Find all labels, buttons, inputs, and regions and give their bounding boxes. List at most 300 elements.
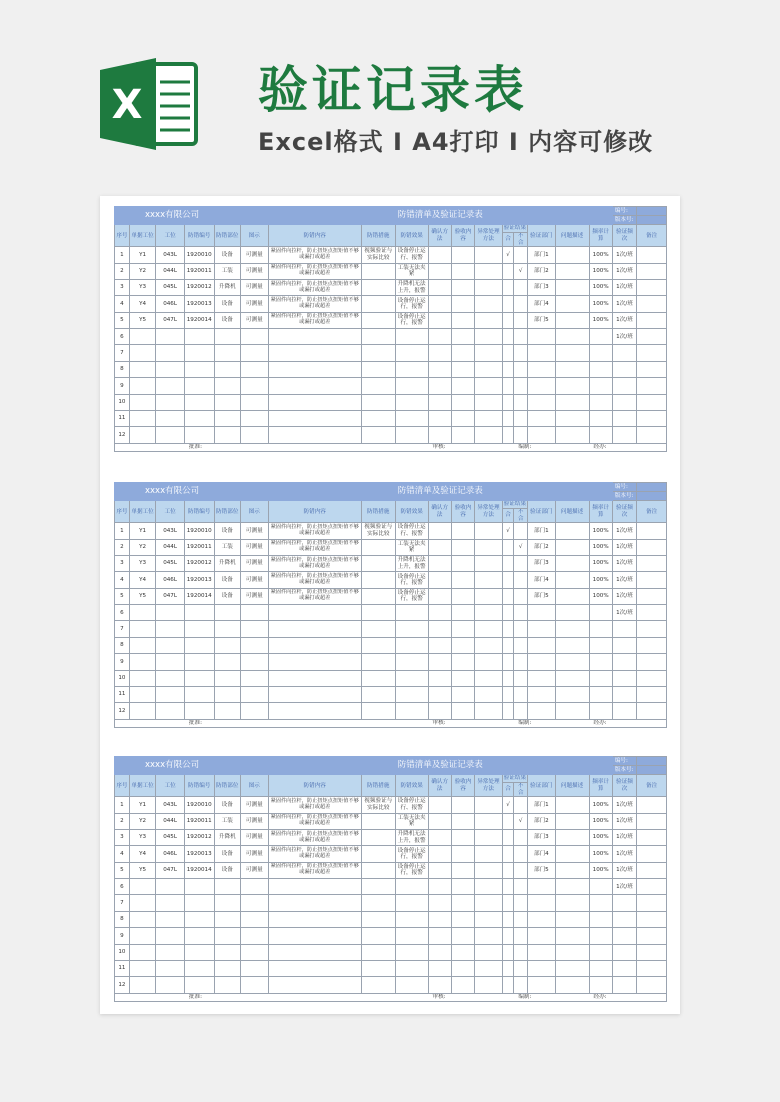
table-cell bbox=[637, 247, 667, 263]
table-cell bbox=[514, 523, 528, 539]
manager-label: 经办: bbox=[589, 719, 667, 727]
column-header: 验证结果 bbox=[503, 225, 527, 232]
table-cell bbox=[612, 928, 636, 944]
table-cell bbox=[395, 410, 428, 426]
column-header: 序号 bbox=[115, 225, 130, 247]
table-cell: 4 bbox=[115, 296, 130, 312]
table-cell: 紧固件向拉杆，防止扭矩点扭矩值不够或漏打或超差 bbox=[268, 247, 361, 263]
table-row bbox=[115, 829, 667, 845]
table-cell bbox=[528, 879, 556, 895]
table-cell bbox=[268, 670, 361, 686]
table-cell bbox=[555, 345, 589, 361]
table-cell bbox=[502, 296, 514, 312]
table-cell bbox=[637, 977, 667, 993]
table-cell bbox=[241, 605, 269, 621]
column-header: 频率计算 bbox=[589, 225, 612, 247]
table-cell: 可测量 bbox=[241, 829, 269, 845]
table-cell: 11 bbox=[115, 686, 130, 702]
table-cell bbox=[361, 829, 395, 845]
table-cell: 1次/班 bbox=[612, 329, 636, 345]
table-cell: 047L bbox=[156, 862, 185, 878]
table-cell bbox=[184, 911, 214, 927]
table-cell bbox=[637, 670, 667, 686]
table-cell: Y1 bbox=[129, 523, 155, 539]
table-cell bbox=[502, 895, 514, 911]
table-cell bbox=[451, 312, 474, 328]
table-cell bbox=[428, 394, 451, 410]
table-cell: 可测量 bbox=[241, 572, 269, 588]
table-row bbox=[115, 605, 667, 621]
table-cell bbox=[214, 394, 240, 410]
table-cell bbox=[451, 394, 474, 410]
table-cell bbox=[361, 637, 395, 653]
column-header: 确认方法 bbox=[428, 501, 451, 523]
table-cell bbox=[428, 523, 451, 539]
table-cell: Y3 bbox=[129, 279, 155, 295]
table-cell bbox=[528, 670, 556, 686]
table-cell bbox=[637, 813, 667, 829]
table-cell bbox=[589, 960, 612, 976]
table-cell bbox=[612, 427, 636, 443]
table-cell bbox=[514, 361, 528, 377]
table-cell: 紧固件向拉杆，防止扭矩点扭矩值不够或漏打或超差 bbox=[268, 296, 361, 312]
form-title: 防错清单及验证记录表 bbox=[268, 207, 612, 225]
table-cell bbox=[589, 329, 612, 345]
table-cell: 1920014 bbox=[184, 312, 214, 328]
table-cell bbox=[502, 394, 514, 410]
table-row bbox=[115, 862, 667, 878]
table-cell bbox=[129, 911, 155, 927]
table-cell: 可测量 bbox=[241, 846, 269, 862]
table-cell bbox=[361, 960, 395, 976]
table-cell bbox=[428, 654, 451, 670]
table-cell bbox=[555, 862, 589, 878]
column-header: 确认方法 bbox=[428, 225, 451, 247]
table-cell bbox=[637, 944, 667, 960]
table-cell: 部门3 bbox=[528, 829, 556, 845]
review-label: 审核: bbox=[428, 443, 514, 451]
table-cell bbox=[555, 605, 589, 621]
table-cell bbox=[361, 410, 395, 426]
manager-label: 经办: bbox=[589, 993, 667, 1001]
table-cell bbox=[268, 427, 361, 443]
table-cell bbox=[214, 977, 240, 993]
table-cell bbox=[214, 911, 240, 927]
table-cell bbox=[637, 588, 667, 604]
table-cell bbox=[514, 345, 528, 361]
signature-row bbox=[115, 719, 667, 727]
table-cell bbox=[451, 813, 474, 829]
table-cell bbox=[156, 944, 185, 960]
table-cell bbox=[502, 960, 514, 976]
table-cell bbox=[395, 605, 428, 621]
table-cell bbox=[475, 703, 503, 719]
form-title: 防错清单及验证记录表 bbox=[268, 483, 612, 501]
table-cell bbox=[555, 829, 589, 845]
table-cell bbox=[451, 247, 474, 263]
table-cell bbox=[528, 605, 556, 621]
table-cell bbox=[514, 960, 528, 976]
table-cell bbox=[514, 605, 528, 621]
column-header-row bbox=[115, 225, 667, 233]
table-cell bbox=[184, 361, 214, 377]
table-cell bbox=[428, 345, 451, 361]
table-cell: 工装无法夹紧 bbox=[395, 539, 428, 555]
table-cell bbox=[241, 621, 269, 637]
table-cell: 1次/班 bbox=[612, 829, 636, 845]
table-cell: 升降机无法上升，报警 bbox=[395, 279, 428, 295]
table-cell bbox=[451, 944, 474, 960]
table-cell bbox=[475, 555, 503, 571]
table-cell bbox=[502, 829, 514, 845]
table-cell bbox=[528, 345, 556, 361]
table-cell: 10 bbox=[115, 670, 130, 686]
table-cell: 1次/班 bbox=[612, 572, 636, 588]
table-cell bbox=[361, 879, 395, 895]
table-cell bbox=[428, 329, 451, 345]
table-cell: 047L bbox=[156, 312, 185, 328]
table-cell bbox=[241, 960, 269, 976]
table-cell: 设备停止运行，报警 bbox=[395, 862, 428, 878]
table-cell: 部门4 bbox=[528, 572, 556, 588]
column-header: 验证结果 bbox=[503, 501, 527, 508]
table-cell bbox=[395, 394, 428, 410]
table-cell: 1920011 bbox=[184, 539, 214, 555]
table-cell bbox=[528, 394, 556, 410]
table-cell bbox=[528, 329, 556, 345]
table-cell bbox=[156, 394, 185, 410]
form-title-row bbox=[115, 757, 667, 766]
table-cell bbox=[555, 247, 589, 263]
table-cell bbox=[361, 813, 395, 829]
column-header: 备注 bbox=[637, 775, 667, 797]
table-cell: 2 bbox=[115, 813, 130, 829]
table-cell: 可测量 bbox=[241, 539, 269, 555]
table-cell bbox=[514, 329, 528, 345]
table-cell: 3 bbox=[115, 279, 130, 295]
table-cell bbox=[395, 654, 428, 670]
table-row bbox=[115, 279, 667, 295]
table-cell bbox=[589, 670, 612, 686]
table-row bbox=[115, 361, 667, 377]
column-header: 防错内容 bbox=[268, 775, 361, 797]
table-cell: 紧固件向拉杆，防止扭矩点扭矩值不够或漏打或超差 bbox=[268, 572, 361, 588]
table-row bbox=[115, 977, 667, 993]
table-row bbox=[115, 813, 667, 829]
table-cell bbox=[395, 637, 428, 653]
table-cell bbox=[451, 605, 474, 621]
column-header: 防错内容 bbox=[268, 225, 361, 247]
table-cell bbox=[528, 361, 556, 377]
table-cell bbox=[428, 605, 451, 621]
table-cell bbox=[612, 911, 636, 927]
form-title-row bbox=[115, 207, 667, 216]
table-cell: 设备停止运行、报警 bbox=[395, 523, 428, 539]
table-cell bbox=[514, 977, 528, 993]
table-cell: √ bbox=[502, 247, 514, 263]
table-cell bbox=[637, 410, 667, 426]
table-cell: 可测量 bbox=[241, 797, 269, 813]
table-cell: √ bbox=[514, 539, 528, 555]
table-cell: 045L bbox=[156, 279, 185, 295]
table-cell bbox=[451, 279, 474, 295]
table-cell: 100% bbox=[589, 523, 612, 539]
table-cell bbox=[514, 394, 528, 410]
table-cell bbox=[428, 279, 451, 295]
table-cell bbox=[156, 928, 185, 944]
table-cell bbox=[475, 345, 503, 361]
table-row bbox=[115, 588, 667, 604]
table-cell bbox=[637, 523, 667, 539]
table-cell bbox=[589, 703, 612, 719]
table-cell bbox=[268, 960, 361, 976]
table-cell bbox=[589, 394, 612, 410]
table-cell bbox=[268, 605, 361, 621]
table-cell: 100% bbox=[589, 862, 612, 878]
table-cell bbox=[555, 846, 589, 862]
table-cell: 8 bbox=[115, 361, 130, 377]
table-cell bbox=[395, 895, 428, 911]
table-cell bbox=[361, 329, 395, 345]
table-cell bbox=[361, 621, 395, 637]
table-cell bbox=[637, 263, 667, 279]
table-cell: 设备 bbox=[214, 572, 240, 588]
table-cell: Y5 bbox=[129, 312, 155, 328]
table-cell bbox=[214, 605, 240, 621]
table-cell bbox=[241, 703, 269, 719]
form-title: 防错清单及验证记录表 bbox=[268, 757, 612, 775]
table-row bbox=[115, 960, 667, 976]
table-cell bbox=[612, 394, 636, 410]
table-cell bbox=[156, 378, 185, 394]
table-cell bbox=[129, 427, 155, 443]
table-cell bbox=[612, 944, 636, 960]
table-cell bbox=[395, 670, 428, 686]
column-header: 验证部门 bbox=[528, 775, 556, 797]
table-cell bbox=[361, 846, 395, 862]
table-cell bbox=[502, 279, 514, 295]
table-cell bbox=[589, 378, 612, 394]
column-subheader: 不合 bbox=[514, 783, 528, 797]
table-cell bbox=[129, 703, 155, 719]
table-cell bbox=[528, 895, 556, 911]
table-cell bbox=[395, 977, 428, 993]
table-cell bbox=[475, 329, 503, 345]
table-cell: 11 bbox=[115, 410, 130, 426]
table-cell bbox=[475, 637, 503, 653]
table-row bbox=[115, 572, 667, 588]
table-cell bbox=[428, 378, 451, 394]
table-cell bbox=[612, 686, 636, 702]
table-cell bbox=[214, 654, 240, 670]
table-cell bbox=[129, 345, 155, 361]
table-cell bbox=[361, 944, 395, 960]
table-cell bbox=[451, 703, 474, 719]
table-cell bbox=[514, 621, 528, 637]
table-cell bbox=[361, 361, 395, 377]
table-cell bbox=[528, 928, 556, 944]
table-cell bbox=[555, 977, 589, 993]
table-cell: 部门3 bbox=[528, 279, 556, 295]
table-cell bbox=[395, 944, 428, 960]
table-cell bbox=[637, 960, 667, 976]
table-row bbox=[115, 555, 667, 571]
table-cell: √ bbox=[514, 813, 528, 829]
table-cell bbox=[475, 247, 503, 263]
table-cell bbox=[612, 670, 636, 686]
table-cell bbox=[268, 394, 361, 410]
table-cell bbox=[129, 329, 155, 345]
column-header: 防错效果 bbox=[395, 225, 428, 247]
table-cell bbox=[428, 977, 451, 993]
table-cell bbox=[241, 944, 269, 960]
table-cell bbox=[214, 686, 240, 702]
column-header: 防错编号 bbox=[184, 775, 214, 797]
table-cell: Y1 bbox=[129, 247, 155, 263]
table-cell bbox=[184, 378, 214, 394]
table-cell bbox=[528, 703, 556, 719]
table-cell: 1次/班 bbox=[612, 879, 636, 895]
table-cell bbox=[475, 410, 503, 426]
table-cell: 1次/班 bbox=[612, 846, 636, 862]
table-cell bbox=[475, 312, 503, 328]
table-cell bbox=[555, 670, 589, 686]
table-cell: 1920012 bbox=[184, 829, 214, 845]
table-cell bbox=[451, 523, 474, 539]
table-cell: 紧固件向拉杆，防止扭矩点扭矩值不够或漏打或超差 bbox=[268, 263, 361, 279]
table-cell bbox=[637, 345, 667, 361]
table-cell bbox=[475, 572, 503, 588]
table-cell bbox=[451, 654, 474, 670]
table-cell bbox=[502, 312, 514, 328]
table-cell: 100% bbox=[589, 797, 612, 813]
table-cell bbox=[428, 263, 451, 279]
table-cell: 100% bbox=[589, 296, 612, 312]
table-cell bbox=[502, 410, 514, 426]
table-cell: 044L bbox=[156, 263, 185, 279]
table-cell: 043L bbox=[156, 797, 185, 813]
table-cell: 1次/班 bbox=[612, 539, 636, 555]
table-cell bbox=[268, 977, 361, 993]
table-cell: 可测量 bbox=[241, 862, 269, 878]
version-label: 版本号: bbox=[612, 216, 636, 225]
table-cell bbox=[214, 621, 240, 637]
table-cell: 2 bbox=[115, 539, 130, 555]
column-header: 工位 bbox=[156, 501, 185, 523]
table-cell bbox=[502, 539, 514, 555]
table-cell bbox=[184, 345, 214, 361]
table-cell: 工装 bbox=[214, 813, 240, 829]
table-cell bbox=[451, 621, 474, 637]
table-cell: 设备 bbox=[214, 296, 240, 312]
table-cell: 046L bbox=[156, 296, 185, 312]
table-cell: 6 bbox=[115, 329, 130, 345]
table-cell: 100% bbox=[589, 263, 612, 279]
table-cell bbox=[428, 555, 451, 571]
table-cell: 12 bbox=[115, 977, 130, 993]
table-cell bbox=[555, 263, 589, 279]
table-cell bbox=[241, 378, 269, 394]
table-cell: 1920013 bbox=[184, 296, 214, 312]
table-cell bbox=[184, 621, 214, 637]
table-cell bbox=[475, 621, 503, 637]
column-header: 序号 bbox=[115, 501, 130, 523]
table-cell bbox=[637, 911, 667, 927]
table-cell: 可测量 bbox=[241, 247, 269, 263]
company-name: xxxx有限公司 bbox=[115, 757, 269, 775]
table-cell bbox=[637, 378, 667, 394]
table-cell bbox=[589, 686, 612, 702]
table-cell: 设备停止运行、报警 bbox=[395, 247, 428, 263]
table-cell bbox=[129, 605, 155, 621]
table-cell bbox=[612, 654, 636, 670]
table-cell bbox=[589, 637, 612, 653]
table-cell bbox=[514, 928, 528, 944]
column-header: 频率计算 bbox=[589, 501, 612, 523]
table-cell bbox=[361, 862, 395, 878]
table-cell: 紧固件向拉杆，防止扭矩点扭矩值不够或漏打或超差 bbox=[268, 829, 361, 845]
table-cell bbox=[241, 686, 269, 702]
table-cell: 4 bbox=[115, 846, 130, 862]
table-cell: 视频验证与实际比较 bbox=[361, 523, 395, 539]
table-cell bbox=[555, 361, 589, 377]
table-cell bbox=[514, 637, 528, 653]
table-cell bbox=[451, 895, 474, 911]
table-row bbox=[115, 895, 667, 911]
table-cell bbox=[241, 911, 269, 927]
column-header: 备注 bbox=[637, 501, 667, 523]
table-cell bbox=[475, 378, 503, 394]
table-cell bbox=[555, 654, 589, 670]
table-cell bbox=[637, 605, 667, 621]
table-cell: 工装无法夹紧 bbox=[395, 813, 428, 829]
table-cell bbox=[428, 813, 451, 829]
table-cell bbox=[156, 670, 185, 686]
review-label: 审核: bbox=[428, 993, 514, 1001]
table-cell bbox=[241, 394, 269, 410]
table-cell bbox=[555, 378, 589, 394]
column-header: 验收内容 bbox=[451, 225, 474, 247]
table-cell bbox=[214, 960, 240, 976]
table-cell bbox=[428, 862, 451, 878]
table-cell bbox=[428, 427, 451, 443]
table-cell: Y3 bbox=[129, 555, 155, 571]
table-cell bbox=[475, 427, 503, 443]
table-cell bbox=[428, 829, 451, 845]
table-cell: 1次/班 bbox=[612, 247, 636, 263]
table-cell bbox=[241, 637, 269, 653]
table-cell bbox=[214, 944, 240, 960]
table-cell bbox=[514, 829, 528, 845]
table-cell bbox=[428, 911, 451, 927]
column-subheader: 合 bbox=[502, 233, 514, 247]
table-cell: 1次/班 bbox=[612, 296, 636, 312]
table-cell bbox=[502, 605, 514, 621]
table-cell bbox=[361, 911, 395, 927]
table-row bbox=[115, 427, 667, 443]
table-cell bbox=[637, 539, 667, 555]
table-cell: 视频验证与实际比较 bbox=[361, 797, 395, 813]
table-cell bbox=[156, 960, 185, 976]
table-cell bbox=[451, 670, 474, 686]
version-value bbox=[637, 492, 667, 501]
table-cell bbox=[475, 928, 503, 944]
table-cell: 1920010 bbox=[184, 523, 214, 539]
table-cell bbox=[129, 621, 155, 637]
table-cell bbox=[361, 588, 395, 604]
table-cell bbox=[451, 329, 474, 345]
table-cell bbox=[555, 637, 589, 653]
